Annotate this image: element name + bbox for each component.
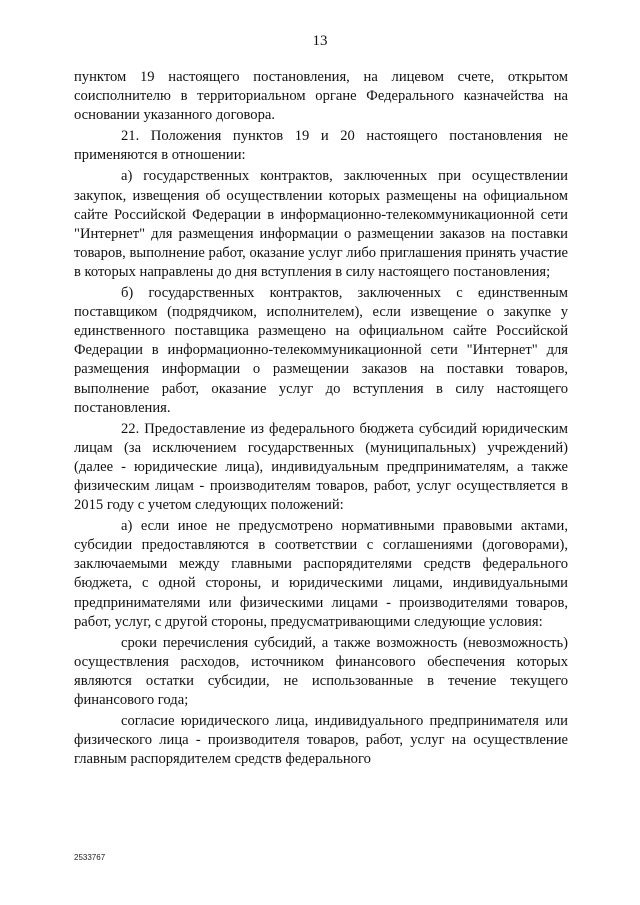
paragraph-consent: согласие юридического лица, индивидуального предпринимателя или физического лица - производителя товаров, работ, услуг на осуществление главным распорядителем средств федерального — [74, 713, 568, 768]
document-code: 2533767 — [74, 853, 106, 862]
paragraph-21-b: б) государственных контрактов, заключенных с единственным поставщиком (подрядчиком, исполнителем), если извещение о закупке у единственного поставщика размещено на официальном сайте Российской Федерации в информационно-телекоммуникационной сети "Интернет" для размещения информации о размещении заказов на поставки товаров, выполнение работ, оказание услуг до вступления в силу настоящего постановления. — [74, 285, 568, 416]
paragraph-22: 22. Предоставление из федерального бюджета субсидий юридическим лицам (за исключением государственных (муниципальных) учреждений) (далее - юридические лица), индивидуальным предпринимателям, а также физическим лицам - производителям товаров, работ, услуг осуществляется в 2015 году с учетом следующих положений: — [74, 420, 568, 514]
paragraph-21-a: а) государственных контрактов, заключенных при осуществлении закупок, извещения об осуществлении которых размещены на официальном сайте Российской Федерации в информационно-телекоммуникационной сети "Интернет" для размещения информации о размещении заказов на поставки товаров, выполнение работ, оказание услуг либо приглашения принять участие в которых направлены до дня вступления в силу настоящего постановления; — [74, 168, 568, 280]
paragraph-21: 21. Положения пунктов 19 и 20 настоящего постановления не применяются в отношении: — [74, 128, 568, 164]
paragraph-continuation: пунктом 19 настоящего постановления, на лицевом счете, открытом соисполнителю в территориальном органе Федерального казначейства на основании указанного договора. — [74, 69, 568, 124]
document-body — [74, 68, 568, 769]
paragraph-22-a: а) если иное не предусмотрено нормативными правовыми актами, субсидии предоставляются в соответствии с соглашениями (договорами), заключаемыми между главными распорядителями средств федерального бюджета, с одной стороны, и юридическими лицами, индивидуальными предпринимателями или физическими лицами - производителями товаров, работ, услуг, с другой стороны, предусматривающими следующие условия: — [74, 518, 568, 630]
page-number: 13 — [312, 33, 328, 49]
paragraph-subsidy-terms: сроки перечисления субсидий, а также возможность (невозможность) осуществления расходов, источником финансового обеспечения которых являются остатки субсидии, не использованные в течение текущего финансового года; — [74, 634, 568, 708]
